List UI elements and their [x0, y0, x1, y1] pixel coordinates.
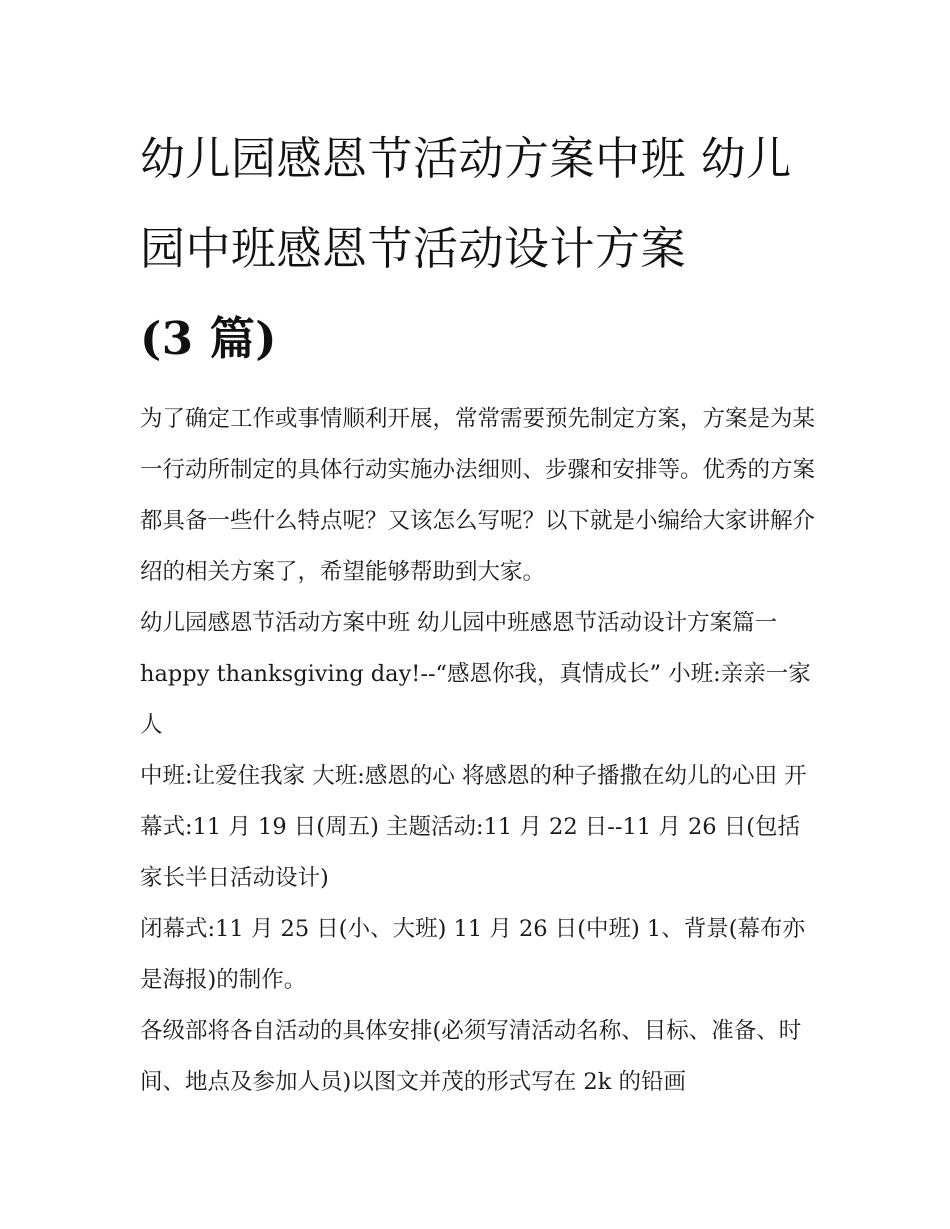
paragraph-schedule: 中班:让爱住我家 大班:感恩的心 将感恩的种子播撒在幼儿的心田 开幕式:11 月 19 日(周五) 主题活动:11 月 22 日--11 月 26 日(包括家长半日活动设计)	[140, 763, 807, 891]
document-title	[140, 114, 816, 384]
paragraph-plan-one: 幼儿园感恩节活动方案中班 幼儿园中班感恩节活动设计方案篇一 happy thanksgiving day!--“感恩你我，真情成长” 小班:亲亲一家人	[140, 610, 811, 738]
paragraph-closing: 闭幕式:11 月 25 日(小、大班) 11 月 26 日(中班) 1、背景(幕布亦是海报)的制作。	[140, 916, 806, 993]
document-page	[140, 114, 816, 1108]
paragraph-intro: 为了确定工作或事情顺利开展，常常需要预先制定方案，方案是为某一行动所制定的具体行动实施办法细则、步骤和安排等。优秀的方案都具备一些什么特点呢？又该怎么写呢？以下就是小编给大家讲解介绍的相关方案了，希望能够帮助到大家。	[140, 406, 816, 585]
paragraph-arrangement: 各级部将各自活动的具体安排(必须写清活动名称、目标、准备、时间、地点及参加人员)以图文并茂的形式写在 2k 的铅画	[140, 1018, 802, 1095]
document-title-main: 幼儿园感恩节活动方案中班 幼儿园中班感恩节活动设计方案	[140, 132, 792, 275]
document-body	[140, 394, 816, 1108]
document-title-suffix: (3 篇)	[140, 312, 278, 365]
